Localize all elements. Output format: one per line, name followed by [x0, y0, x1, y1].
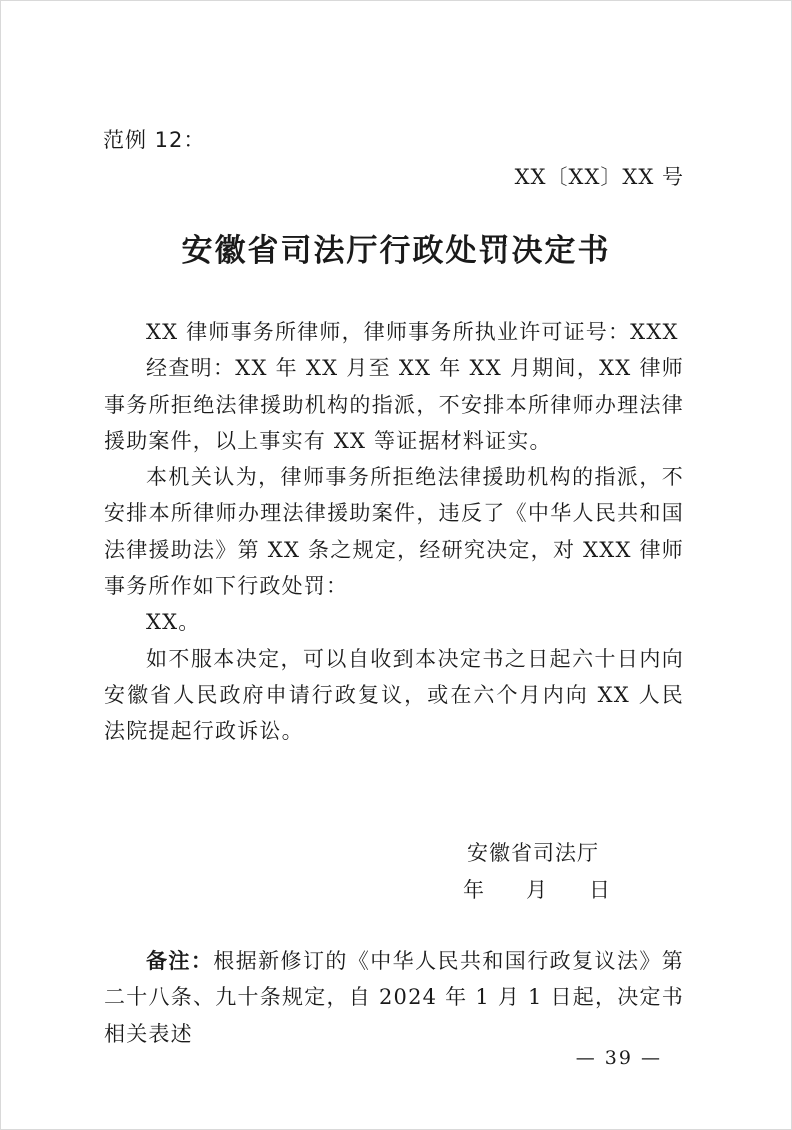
findings-paragraph: 经查明：XX 年 XX 月至 XX 年 XX 月期间，XX 律师事务所拒绝法律援助机构的指派，不安排本所律师办理法律援助案件，以上事实有 XX 等证据材料证实。 — [104, 356, 684, 453]
addressee-paragraph: XX 律师事务所律师，律师事务所执业许可证号：XXX — [146, 320, 679, 344]
signature-date: 年 月 日 — [463, 878, 610, 902]
document-body — [104, 314, 684, 750]
appeal-paragraph: 如不服本决定，可以自收到本决定书之日起六十日内向安徽省人民政府申请行政复议，或在六个月内向 XX 人民法院提起行政诉讼。 — [104, 646, 684, 744]
document-number: XX〔XX〕XX 号 — [514, 165, 684, 189]
note-label: 备注： — [146, 949, 214, 973]
note-paragraph — [104, 943, 684, 1052]
signature-organization: 安徽省司法厅 — [467, 841, 599, 865]
decision-paragraph: 本机关认为，律师事务所拒绝法律援助机构的指派，不安排本所律师办理法律援助案件，违反了《中华人民共和国法律援助法》第 XX 条之规定，经研究决定，对 XXX 律师事务所作如下行政处罚： — [104, 465, 684, 599]
example-label: 范例 12： — [103, 128, 206, 152]
note-text: 根据新修订的《中华人民共和国行政复议法》第二十八条、九十条规定，自 2024 年 1 月 1 日起，决定书相关表述 — [104, 949, 684, 1046]
page-number-row — [0, 1047, 792, 1069]
page-number: — 39 — — [575, 1047, 662, 1069]
document-title: 安徽省司法厅行政处罚决定书 — [181, 233, 611, 269]
penalty-paragraph: XX。 — [146, 610, 201, 635]
